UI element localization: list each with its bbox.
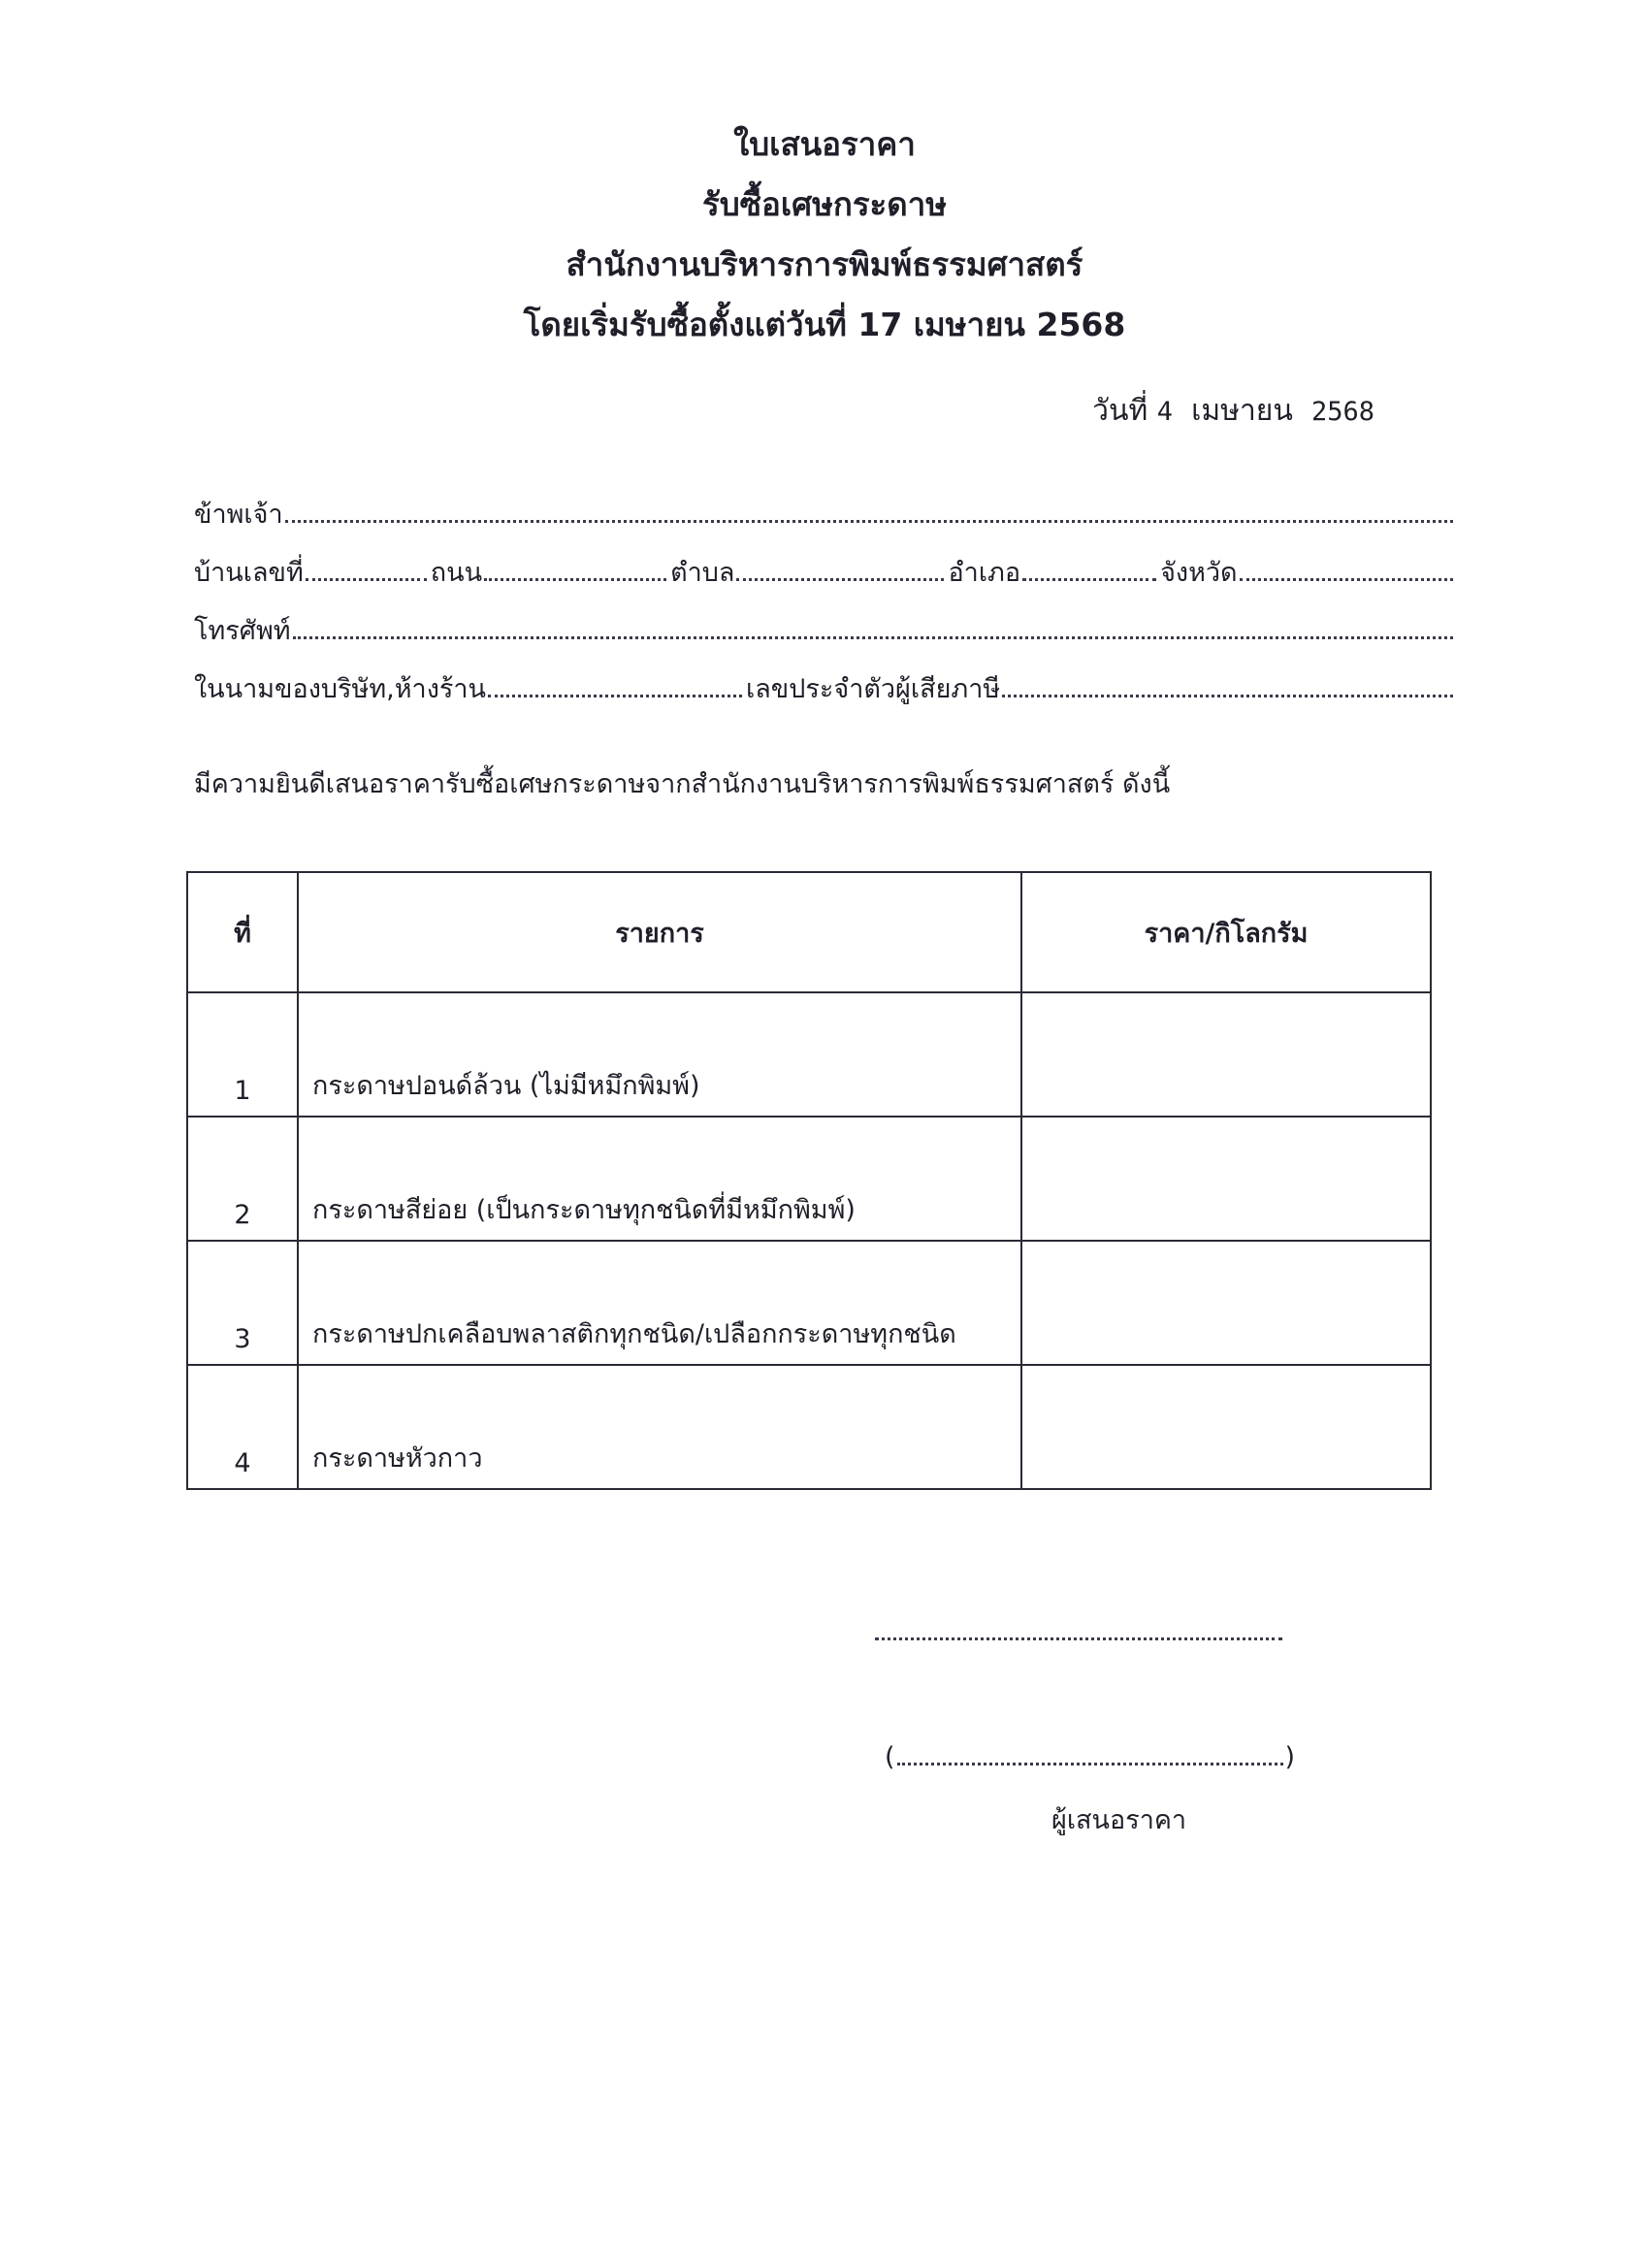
document-date [1092,388,1374,434]
road-label: ถนน [430,558,483,588]
house-no-label: บ้านเลขที่ [194,558,304,588]
price-offer-table [186,871,1432,1490]
open-paren: ( [885,1742,895,1772]
intro-statement: มีความยินดีเสนอราคารับซื้อเศษกระดาษจากสำนักงานบริหารการพิมพ์ธรรมศาสตร์ ดังนี้ [194,769,1171,799]
signer-role: ผู้เสนอราคา [1051,1805,1187,1835]
row-number: 2 [187,1117,298,1241]
date-day: 4 [1156,397,1174,427]
row-item: กระดาษหัวกาว [298,1365,1021,1489]
row-item: กระดาษปกเคลือบพลาสติกทุกชนิด/เปลือกกระดาษทุกชนิด [298,1241,1021,1365]
row-price-cell[interactable] [1021,1365,1431,1489]
signer-name-fill-line[interactable] [897,1763,1283,1766]
start-date-line: โดยเริ่มรับซื้อตั้งแต่วันที่ 17 เมษายน 2568 [523,306,1126,343]
row-item: กระดาษปอนด์ล้วน (ไม่มีหมึกพิมพ์) [298,992,1021,1117]
row-number: 3 [187,1241,298,1365]
header-item: รายการ [298,872,1021,992]
phone-label: โทรศัพท์ [194,616,291,646]
province-fill-line[interactable] [1240,578,1453,581]
row-price-cell[interactable] [1021,992,1431,1117]
row-number: 4 [187,1365,298,1489]
organization-name: สำนักงานบริหารการพิมพ์ธรรมศาสตร์ [566,245,1083,283]
table-row [187,1365,1431,1489]
name-fill-line[interactable] [285,520,1453,523]
row-price-cell[interactable] [1021,1117,1431,1241]
table-row [187,1241,1431,1365]
district-fill-line[interactable] [1022,578,1156,581]
district-label: อำเภอ [948,558,1021,588]
date-month: เมษายน [1191,394,1293,428]
row-price-cell[interactable] [1021,1241,1431,1365]
date-year: 2568 [1310,397,1374,427]
title-block [0,114,1649,355]
subdistrict-fill-line[interactable] [736,578,944,581]
address-field-row [194,551,1457,593]
document-subtitle: รับซื้อเศษกระดาษ [701,185,947,223]
house-no-fill-line[interactable] [306,578,427,581]
company-field-row [194,667,1457,709]
table-header-row [187,872,1431,992]
subdistrict-label: ตำบล [670,558,735,588]
signature-line[interactable] [875,1637,1282,1640]
table-row [187,1117,1431,1241]
table-row [187,992,1431,1117]
header-price-per-kg: ราคา/กิโลกรัม [1021,872,1431,992]
close-paren: ) [1284,1742,1296,1772]
header-number: ที่ [187,872,298,992]
name-field-row [194,493,1457,535]
province-label: จังหวัด [1160,558,1238,588]
row-number: 1 [187,992,298,1117]
name-label: ข้าพเจ้า [194,500,283,530]
road-fill-line[interactable] [484,578,666,581]
company-fill-line[interactable] [488,695,742,697]
document-title: ใบเสนอราคา [733,125,916,163]
phone-field-row [194,609,1457,651]
phone-fill-line[interactable] [293,636,1453,639]
signer-name-line [885,1742,1295,1772]
tax-id-label: เลขประจำตัวผู้เสียภาษี [746,674,1001,704]
date-prefix: วันที่ [1092,394,1148,428]
company-label: ในนามของบริษัท,ห้างร้าน [194,674,486,704]
tax-id-fill-line[interactable] [1002,695,1453,697]
row-item: กระดาษสีย่อย (เป็นกระดาษทุกชนิดที่มีหมึกพิมพ์) [298,1117,1021,1241]
